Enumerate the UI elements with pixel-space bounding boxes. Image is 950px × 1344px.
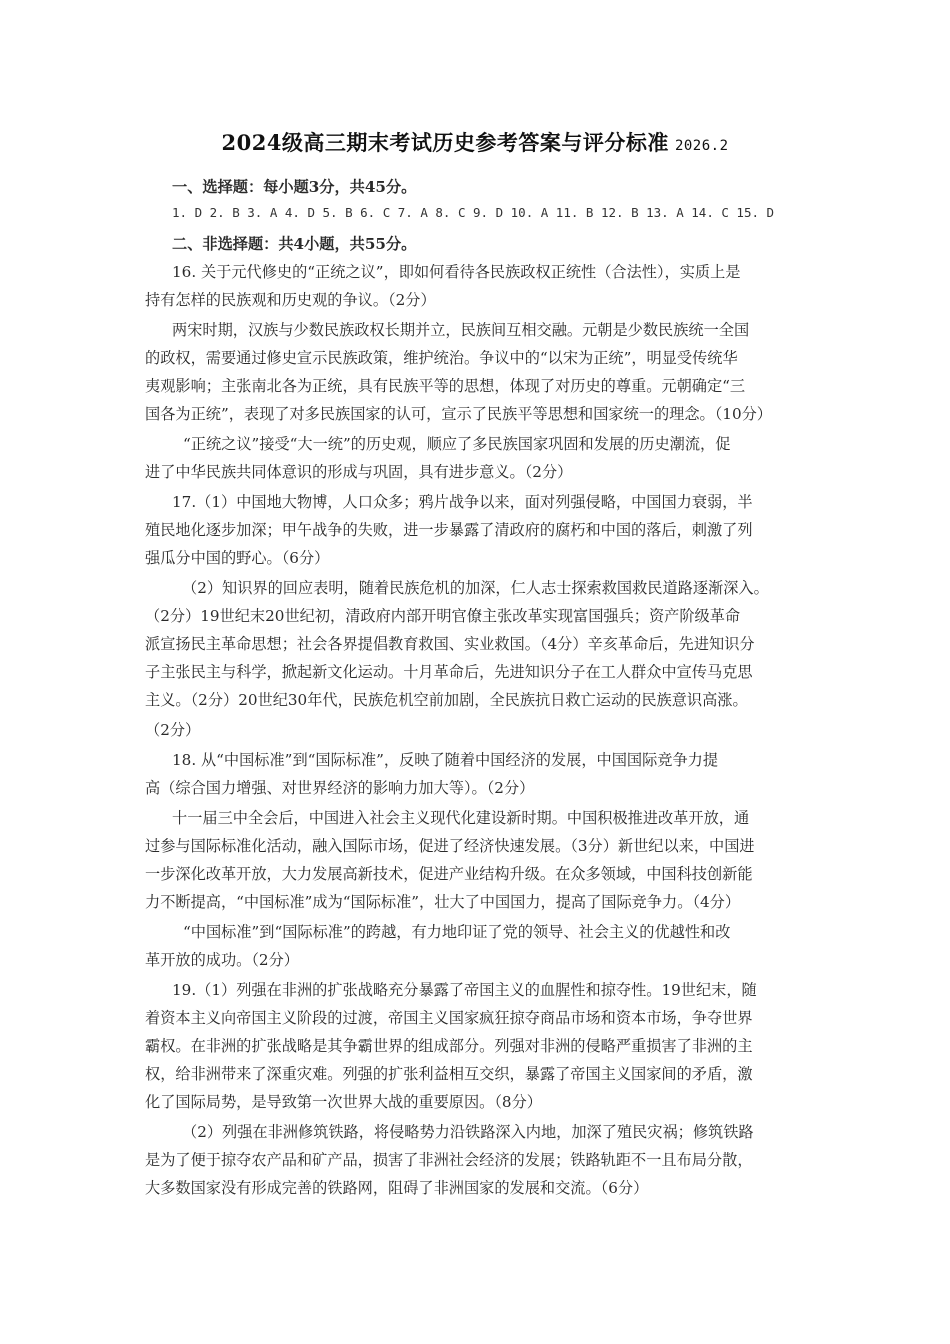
page-title	[0, 127, 950, 157]
section-two-heading: 二、非选择题：共4小题，共55分。	[172, 235, 417, 253]
text-line: （2分）	[145, 721, 201, 739]
text-line: “中国标准”到“国际标准”的跨越，有力地印证了党的领导、社会主义的优越性和改	[183, 923, 731, 941]
text-line: 18. 从“中国标准”到“国际标准”，反映了随着中国经济的发展，中国国际竞争力提	[172, 751, 719, 769]
text-line: 主义。（2分）20世纪30年代，民族危机空前加剧，全民族抗日救亡运动的民族意识高涨。	[145, 691, 748, 709]
text-line: “正统之议”接受“大一统”的历史观，顺应了多民族国家巩固和发展的历史潮流，促	[183, 435, 731, 453]
text-line: 力不断提高，“中国标准”成为“国际标准”，壮大了中国国力，提高了国际竞争力。（4分）	[145, 893, 741, 911]
text-line: 大多数国家没有形成完善的铁路网，阻碍了非洲国家的发展和交流。（6分）	[145, 1179, 649, 1197]
answer-key: 1. D 2. B 3. A 4. D 5. B 6. C 7. A 8. C 9. D 10. A 11. B 12. B 13. A 14. C 15. D	[172, 205, 775, 220]
title-text: 2024级高三期末考试历史参考答案与评分标准	[221, 130, 669, 155]
text-line: 子主张民主与科学，掀起新文化运动。十月革命后，先进知识分子在工人群众中宣传马克思	[145, 663, 753, 681]
text-line: 持有怎样的民族观和历史观的争议。（2分）	[145, 291, 436, 309]
text-line: 化了国际局势，是导致第一次世界大战的重要原因。（8分）	[145, 1093, 542, 1111]
title-date: 2026.2	[674, 138, 729, 154]
text-line: 19.（1）列强在非洲的扩张战略充分暴露了帝国主义的血腥性和掠夺性。19世纪末，随	[172, 981, 757, 999]
text-line: 派宣扬民主革命思想；社会各界提倡教育救国、实业救国。（4分）辛亥革命后，先进知识分	[145, 635, 755, 653]
text-line: 权，给非洲带来了深重灾难。列强的扩张利益相互交织，暴露了帝国主义国家间的矛盾，激	[145, 1065, 753, 1083]
text-line: （2）列强在非洲修筑铁路，将侵略势力沿铁路深入内地，加深了殖民灾祸；修筑铁路	[182, 1123, 754, 1141]
text-line: （2）知识界的回应表明，随着民族危机的加深，仁人志士探索救国救民道路逐渐深入。	[182, 579, 769, 597]
text-line: 高（综合国力增强、对世界经济的影响力加大等）。（2分）	[145, 779, 535, 797]
text-line: 的政权，需要通过修史宣示民族政策，维护统治。争议中的“以宋为正统”，明显受传统华	[145, 349, 738, 367]
text-line: 革开放的成功。（2分）	[145, 951, 299, 969]
text-line: 国各为正统”，表现了对多民族国家的认可，宣示了民族平等思想和国家统一的理念。（10分）	[145, 405, 772, 423]
text-line: 一步深化改革开放，大力发展高新技术，促进产业结构升级。在众多领域，中国科技创新能	[145, 865, 753, 883]
section-one-heading: 一、选择题：每小题3分，共45分。	[172, 178, 417, 196]
text-line: 是为了便于掠夺农产品和矿产品，损害了非洲社会经济的发展；铁路轨距不一且布局分散，	[145, 1151, 753, 1169]
text-line: 着资本主义向帝国主义阶段的过渡，帝国主义国家疯狂掠夺商品市场和资本市场，争夺世界	[145, 1009, 753, 1027]
text-line: 夷观影响；主张南北各为正统，具有民族平等的思想，体现了对历史的尊重。元朝确定“三	[145, 377, 746, 395]
text-line: 17.（1）中国地大物博，人口众多；鸦片战争以来，面对列强侵略，中国国力衰弱，半	[172, 493, 753, 511]
text-line: 两宋时期，汉族与少数民族政权长期并立，民族间互相交融。元朝是少数民族统一全国	[172, 321, 750, 339]
text-line: （2分）19世纪末20世纪初，清政府内部开明官僚主张改革实现富国强兵；资产阶级革命	[145, 607, 741, 625]
text-line: 殖民地化逐步加深；甲午战争的失败，进一步暴露了清政府的腐朽和中国的落后，刺激了列	[145, 521, 753, 539]
text-line: 进了中华民族共同体意识的形成与巩固，具有进步意义。（2分）	[145, 463, 573, 481]
text-line: 十一届三中全会后，中国进入社会主义现代化建设新时期。中国积极推进改革开放，通	[172, 809, 750, 827]
text-line: 过参与国际标准化活动，融入国际市场，促进了经济快速发展。（3分）新世纪以来，中国进	[145, 837, 755, 855]
text-line: 霸权。在非洲的扩张战略是其争霸世界的组成部分。列强对非洲的侵略严重损害了非洲的主	[145, 1037, 753, 1055]
text-line: 16. 关于元代修史的“正统之议”，即如何看待各民族政权正统性（合法性），实质上是	[172, 263, 741, 281]
text-line: 强瓜分中国的野心。（6分）	[145, 549, 330, 567]
